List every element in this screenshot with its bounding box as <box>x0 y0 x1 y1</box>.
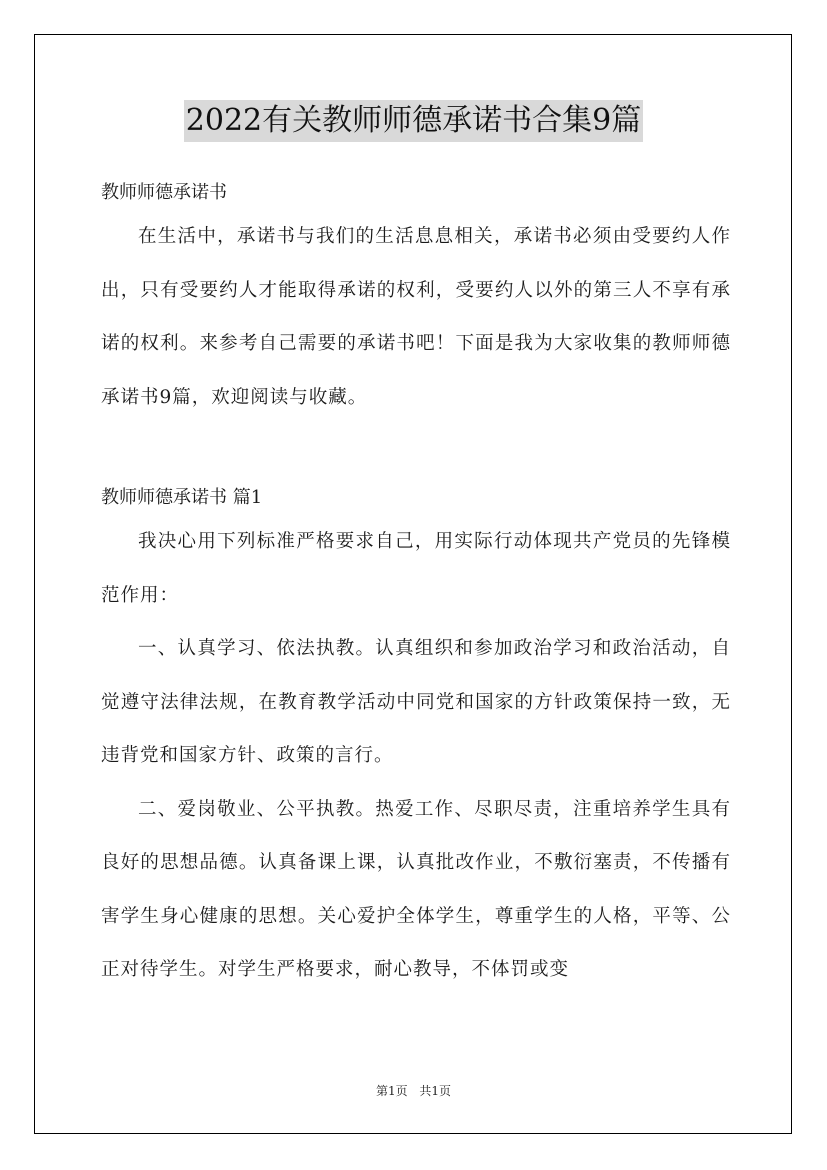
body-paragraph-2: 一、认真学习、依法执教。认真组织和参加政治学习和政治活动，自觉遵守法律法规，在教育教学活动中同党和国家的方针政策保持一致，无违背党和国家方针、政策的言行。 <box>101 638 731 766</box>
document-body <box>101 176 731 997</box>
section-heading: 教师师德承诺书 篇1 <box>101 487 263 508</box>
main-heading: 教师师德承诺书 <box>101 182 227 203</box>
intro-paragraph: 在生活中，承诺书与我们的生活息息相关，承诺书必须由受要约人作出，只有受要约人才能取得承诺的权利，受要约人以外的第三人不享有承诺的权利。来参考自己需要的承诺书吧！下面是我为大家收集的教师师德承诺书9篇，欢迎阅读与收藏。 <box>101 226 731 408</box>
page-footer <box>0 1082 827 1099</box>
body-paragraph-1: 我决心用下列标准严格要求自己，用实际行动体现共产党员的先锋模范作用： <box>101 531 731 606</box>
document-title: 2022有关教师师德承诺书合集9篇 <box>184 100 643 142</box>
spacer <box>101 424 731 481</box>
page-number: 第1页 <box>375 1084 408 1098</box>
body-paragraph-3: 二、爱岗敬业、公平执教。热爱工作、尽职尽责，注重培养学生具有良好的思想品德。认真备课上课，认真批改作业，不敷衍塞责，不传播有害学生身心健康的思想。关心爱护全体学生，尊重学生的人格，平等、公正对待学生。对学生严格要求，耐心教导，不体罚或变 <box>101 798 731 980</box>
title-container <box>0 100 827 142</box>
page-total: 共1页 <box>419 1084 452 1098</box>
